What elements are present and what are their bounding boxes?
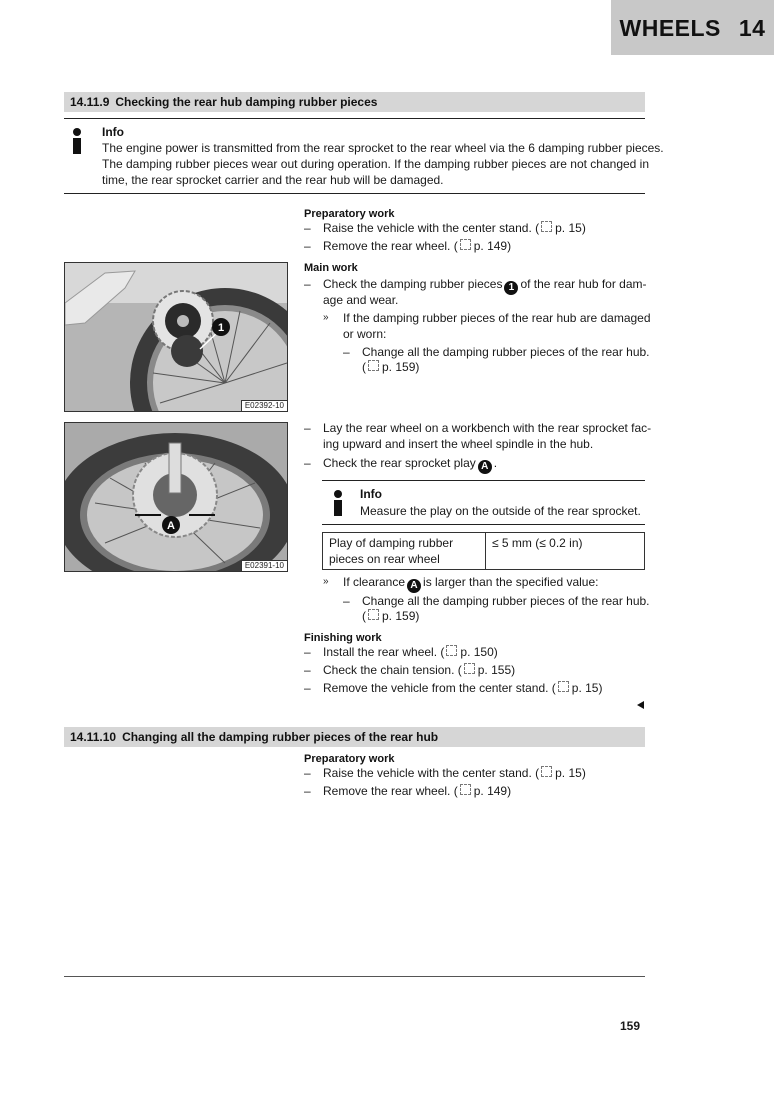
page-ref-icon <box>558 681 569 692</box>
page-ref-icon <box>541 221 552 232</box>
condition-marker: » <box>323 576 329 587</box>
chapter-tab <box>611 0 774 55</box>
dash: – <box>304 663 311 677</box>
page-ref-icon <box>368 609 379 620</box>
info-text: Measure the play on the outside of the rear sprocket. <box>360 504 641 518</box>
spec-label: Play of damping rubber pieces on rear wheel <box>323 533 486 570</box>
main-work-label: Main work <box>304 262 358 274</box>
info-icon <box>68 128 88 154</box>
main-condition-cont: or worn: <box>343 327 387 341</box>
info-label: Info <box>102 125 124 139</box>
section-end-icon <box>637 701 644 709</box>
page-ref-icon <box>446 645 457 656</box>
dash: – <box>304 784 311 798</box>
prep-step-2-text: Remove the rear wheel. ( p. 149) <box>323 239 512 253</box>
wheel-hub-illustration <box>65 263 287 411</box>
page-number: 159 <box>620 1019 641 1033</box>
main-action: Change all the damping rubber pieces of the rear hub. <box>362 345 650 359</box>
prep-step-2-text: Remove the rear wheel. ( p. 149) <box>323 784 512 798</box>
table-row <box>323 533 645 570</box>
main-condition: If the damping rubber pieces of the rear hub are damaged <box>343 311 651 325</box>
chapter-title: WHEELS <box>619 14 721 41</box>
condition-marker: » <box>323 312 329 323</box>
section-title: Checking the rear hub damping rubber pieces <box>115 95 378 109</box>
finishing-work-label: Finishing work <box>304 632 382 644</box>
marker-a: A <box>478 460 492 474</box>
divider <box>322 524 645 525</box>
page-ref-icon <box>460 784 471 795</box>
section-heading-14-11-9 <box>64 92 645 112</box>
info-line-1: The engine power is transmitted from the rear sprocket to the rear wheel via the 6 damping rubber pieces. <box>102 141 664 155</box>
photo-marker-a: A <box>167 520 175 532</box>
action-2: Change all the damping rubber pieces of the rear hub. <box>362 594 650 608</box>
section-heading-14-11-10 <box>64 727 645 747</box>
dash: – <box>304 421 311 435</box>
finish-step-2: Check the chain tension. ( p. 155) <box>323 663 516 677</box>
wheel-sprocket-illustration <box>65 423 287 571</box>
info-label: Info <box>360 487 382 501</box>
action-2-ref: ( p. 159) <box>362 609 420 623</box>
chapter-number: 14 <box>738 14 766 41</box>
footer-divider <box>64 976 645 977</box>
divider <box>322 480 645 481</box>
prep-step-2: – <box>304 239 311 253</box>
spec-table <box>322 532 645 570</box>
dash: – <box>304 277 311 291</box>
photo-sprocket-play <box>64 422 288 572</box>
photo-marker-1: 1 <box>217 322 225 334</box>
page-ref-icon <box>368 360 379 371</box>
photo-rear-hub-sprocket <box>64 262 288 412</box>
main-step-1-cont: age and wear. <box>323 293 399 307</box>
step-2-cont: ing upward and insert the wheel spindle in the hub. <box>323 437 594 451</box>
page-ref-icon <box>541 766 552 777</box>
divider <box>64 118 645 119</box>
prep-step-1-text: Raise the vehicle with the center stand. ( p. 15) <box>323 221 586 235</box>
step-2: Lay the rear wheel on a workbench with the rear sprocket fac- <box>323 421 652 435</box>
finish-step-3: Remove the vehicle from the center stand. ( p. 15) <box>323 681 603 695</box>
page-ref-icon <box>460 239 471 250</box>
condition-2: If clearance A is larger than the specified value: <box>343 575 599 591</box>
info-line-3: time, the rear sprocket carrier and the rear hub will be damaged. <box>102 173 444 187</box>
spec-value: ≤ 5 mm (≤ 0.2 in) <box>486 533 645 570</box>
main-step-1: Check the damping rubber pieces 1 of the rear hub for dam- <box>323 277 647 293</box>
dash: – <box>343 345 350 359</box>
divider <box>64 193 645 194</box>
preparatory-work-label: Preparatory work <box>304 208 395 220</box>
photo-code: E02392-10 <box>241 400 287 411</box>
finish-step-1: Install the rear wheel. ( p. 150) <box>323 645 498 659</box>
dash: – <box>343 594 350 608</box>
dash: – <box>304 681 311 695</box>
dash: – <box>304 645 311 659</box>
photo-code: E02391-10 <box>241 560 287 571</box>
page-ref-icon <box>464 663 475 674</box>
dash: – <box>304 456 311 470</box>
preparatory-work-label: Preparatory work <box>304 753 395 765</box>
section-title: Changing all the damping rubber pieces of the rear hub <box>122 730 439 744</box>
info-line-2: The damping rubber pieces wear out during operation. If the damping rubber pieces are not changed in <box>102 157 650 171</box>
section-number: 14.11.10 <box>70 730 117 744</box>
main-action-ref: ( p. 159) <box>362 360 420 374</box>
marker-1: 1 <box>504 281 518 295</box>
dash: – <box>304 766 311 780</box>
prep-step-1: – <box>304 221 311 235</box>
info-icon <box>329 490 349 516</box>
step-3: Check the rear sprocket play A . <box>323 456 498 472</box>
marker-a: A <box>407 579 421 593</box>
section-number: 14.11.9 <box>70 95 110 109</box>
prep-step-1-text: Raise the vehicle with the center stand. ( p. 15) <box>323 766 586 780</box>
